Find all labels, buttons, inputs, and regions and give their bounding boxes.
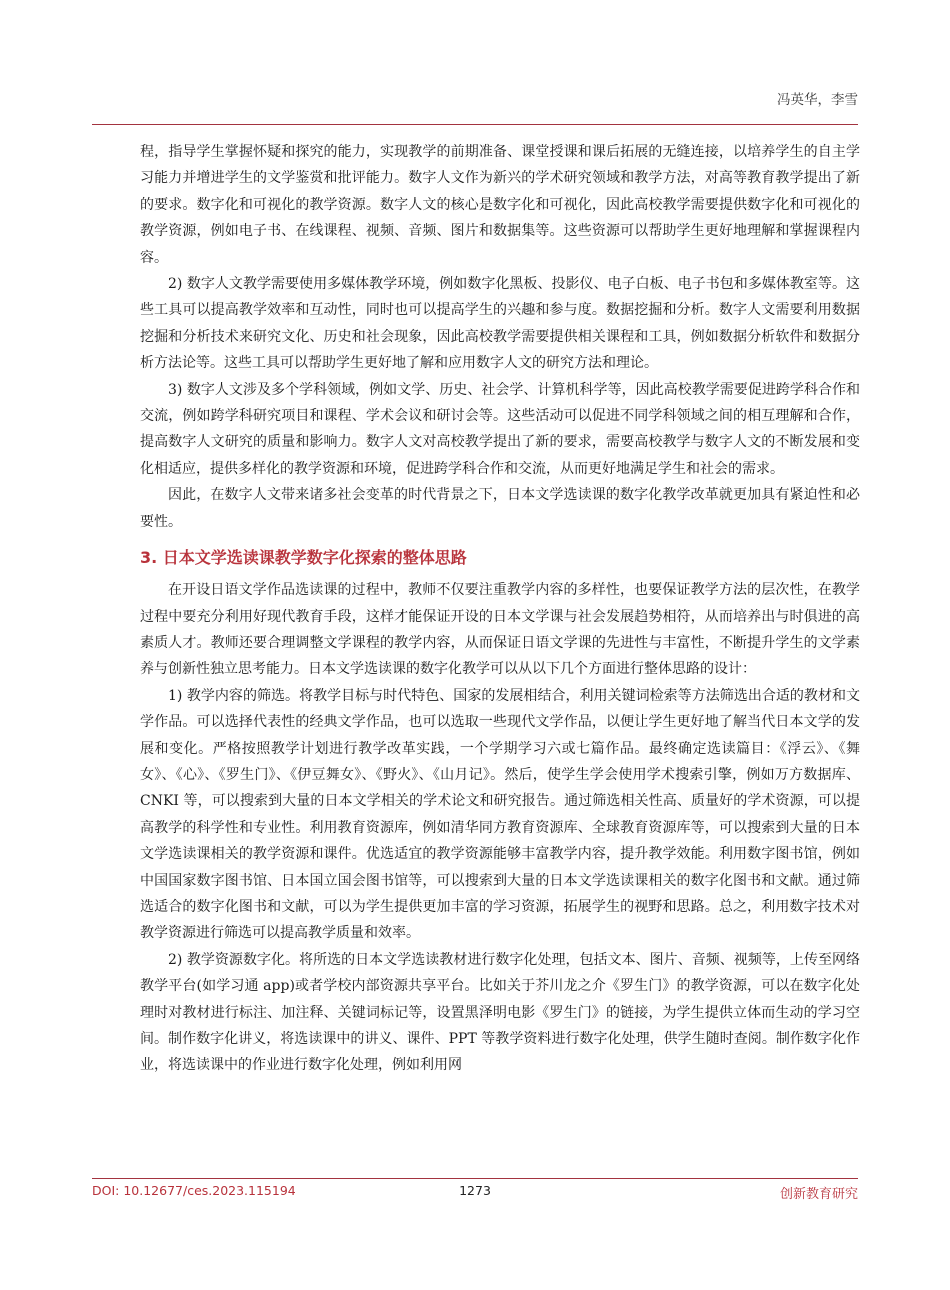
page-number: 1273 [459,1183,491,1198]
paragraph-intro: 在开设日语文学作品选读课的过程中，教师不仅要注重教学内容的多样性，也要保证教学方法的层次性，在教学过程中要充分利用好现代教育手段，这样才能保证开设的日本文学课与社会发展趋势相符，从而培养出与时俱进的高素质人才。教师还要合理调整文学课程的教学内容，从而保证日语文学课的先进性与丰富性，不断提升学生的文学素养与创新性独立思考能力。日本文学选读课的数字化教学可以从以下几个方面进行整体思路的设计： [140,582,860,678]
paragraph-continued: 程，指导学生掌握怀疑和探究的能力，实现教学的前期准备、课堂授课和课后拓展的无缝连接，以培养学生的自主学习能力并增进学生的文学鉴赏和批评能力。数字人文作为新兴的学术研究领域和教学方法，对高等教育教学提出了新的要求。数字化和可视化的教学资源。数字人文的核心是数字化和可视化，因此高校教学需要提供数字化和可视化的教学资源，例如电子书、在线课程、视频、音频、图片和数据集等。这些资源可以帮助学生更好地理解和掌握课程内容。 [140,144,860,266]
paragraph-item-2: 2) 数字人文教学需要使用多媒体教学环境，例如数字化黑板、投影仪、电子白板、电子书包和多媒体教室等。这些工具可以提高教学效率和互动性，同时也可以提高学生的兴趣和参与度。数据挖掘和分析。数字人文需要利用数据挖掘和分析技术来研究文化、历史和社会现象，因此高校教学需要提供相关课程和工具，例如数据分析软件和数据分析方法论等。这些工具可以帮助学生更好地了解和应用数字人文的研究方法和理论。 [140,276,860,372]
footer-rule [92,1178,858,1179]
footer-doi: DOI: 10.12677/ces.2023.115194 [92,1183,296,1198]
article-body [140,139,860,1079]
running-header-authors: 冯英华，李雪 [777,92,858,108]
journal-name: 创新教育研究 [779,1187,858,1202]
paragraph-conclusion: 因此，在数字人文带来诸多社会变革的时代背景之下，日本文学选读课的数字化教学改革就更加具有紧迫性和必要性。 [140,487,860,530]
paragraph-resource-digitization: 2) 教学资源数字化。将所选的日本文学选读教材进行数字化处理，包括文本、图片、音频、视频等，上传至网络教学平台(如学习通 app)或者学校内部资源共享平台。比如关于芥川龙之介《罗生门》的教学资源，可以在数字化处理时对教材进行标注、加注释、关键词标记等，设置黑泽明电影《罗生门》的链接，为学生提供立体而生动的学习空间。制作数字化讲义，将选读课中的讲义、课件、PPT 等教学资料进行数字化处理，供学生随时查阅。制作数字化作业，将选读课中的作业进行数字化处理，例如利用网 [140,951,860,1074]
section-heading: 3. 日本文学选读课教学数字化探索的整体思路 [140,548,467,568]
paragraph-item-3: 3) 数字人文涉及多个学科领域，例如文学、历史、社会学、计算机科学等，因此高校教学需要促进跨学科合作和交流，例如跨学科研究项目和课程、学术会议和研讨会等。这些活动可以促进不同学科领域之间的相互理解和合作，提高数字人文研究的质量和影响力。数字人文对高校教学提出了新的要求，需要高校教学与数字人文的不断发展和变化相适应，提供多样化的教学资源和环境，促进跨学科合作和交流，从而更好地满足学生和社会的需求。 [140,381,860,477]
paragraph-content-selection: 1) 教学内容的筛选。将教学目标与时代特色、国家的发展相结合，利用关键词检索等方法筛选出合适的教材和文学作品。可以选择代表性的经典文学作品，也可以选取一些现代文学作品，以便让学生更好地了解当代日本文学的发展和变化。严格按照教学计划进行教学改革实践，一个学期学习六或七篇作品。最终确定选读篇目：《浮云》、《舞女》、《心》、《罗生门》、《伊豆舞女》、《野火》、《山月记》。然后，使学生学会使用学术搜索引擎，例如万方数据库、CNKI 等，可以搜索到大量的日本文学相关的学术论文和研究报告。通过筛选相关性高、质量好的学术资源，可以提高教学的科学性和专业性。利用教育资源库，例如清华同方教育资源库、全球教育资源库等，可以搜索到大量的日本文学选读课相关的教学资源和课件。优选适宜的教学资源能够丰富教学内容，提升教学效能。利用数字图书馆，例如中国国家数字图书馆、日本国立国会图书馆等，可以搜索到大量的日本文学选读课相关的数字化图书和文献。通过筛选适合的数字化图书和文献，可以为学生提供更加丰富的学习资源，拓展学生的视野和思路。总之，利用数字技术对教学资源进行筛选可以提高教学质量和效率。 [140,687,860,942]
header-rule [92,124,858,125]
